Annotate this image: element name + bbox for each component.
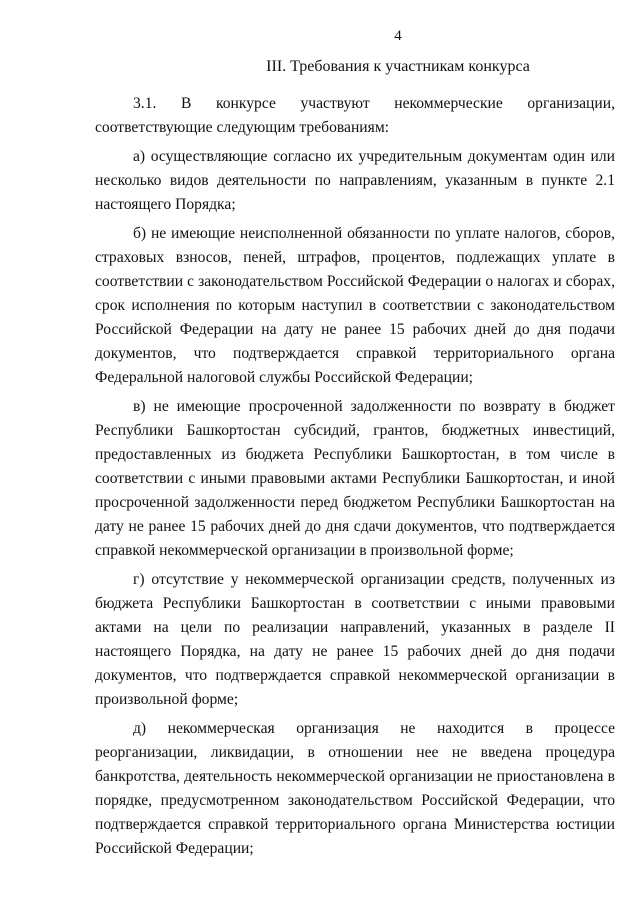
paragraph-item-v: в) не имеющие просроченной задолженности по возврату в бюджет Республики Башкортостан субсидий, грантов, бюджетных инвестиций, предоставленных из бюджета Республики Башкортостан, в том числе в соответствии с иными правовыми актами Республики Башкортостан, и иной просроченной задолженности перед бюджетом Республики Башкортостан на дату не ранее 15 рабочих дней до дня сдачи документов, что подтверждается справкой некоммерческой организации в произвольной форме;: [95, 398, 615, 559]
page-number: 4: [394, 28, 402, 44]
paragraph-item-d: д) некоммерческая организация не находится в процессе реорганизации, ликвидации, в отношении нее не введена процедура банкротства, деятельность некоммерческой организации не приостановлена в порядке, предусмотренном законодательством Российской Федерации, что подтверждается справкой территориального органа Министерства юстиции Российской Федерации;: [95, 720, 615, 857]
document-body: [95, 92, 615, 866]
section-title: III. Требования к участникам конкурса: [266, 58, 530, 75]
paragraph-item-g: г) отсутствие у некоммерческой организации средств, полученных из бюджета Республики Башкортостан в соответствии с иными правовыми актами на цели по реализации направлений, указанных в разделе II настоящего Порядка, на дату не ранее 15 рабочих дней до дня подачи документов, что подтверждается справкой некоммерческой организации в произвольной форме;: [95, 571, 615, 708]
paragraph-3-1: 3.1. В конкурсе участвуют некоммерческие организации, соответствующие следующим требованиям:: [95, 95, 615, 136]
paragraph-item-b: б) не имеющие неисполненной обязанности по уплате налогов, сборов, страховых взносов, пеней, штрафов, процентов, подлежащих уплате в соответствии с законодательством Российской Федерации о налогах и сборах, срок исполнения по которым наступил в соответствии с законодательством Российской Федерации на дату не ранее 15 рабочих дней до дня подачи документов, что подтверждается справкой территориального органа Федеральной налоговой службы Российской Федерации;: [95, 225, 615, 386]
paragraph-item-a: а) осуществляющие согласно их учредительным документам один или несколько видов деятельности по направлениям, указанным в пункте 2.1 настоящего Порядка;: [95, 148, 615, 213]
